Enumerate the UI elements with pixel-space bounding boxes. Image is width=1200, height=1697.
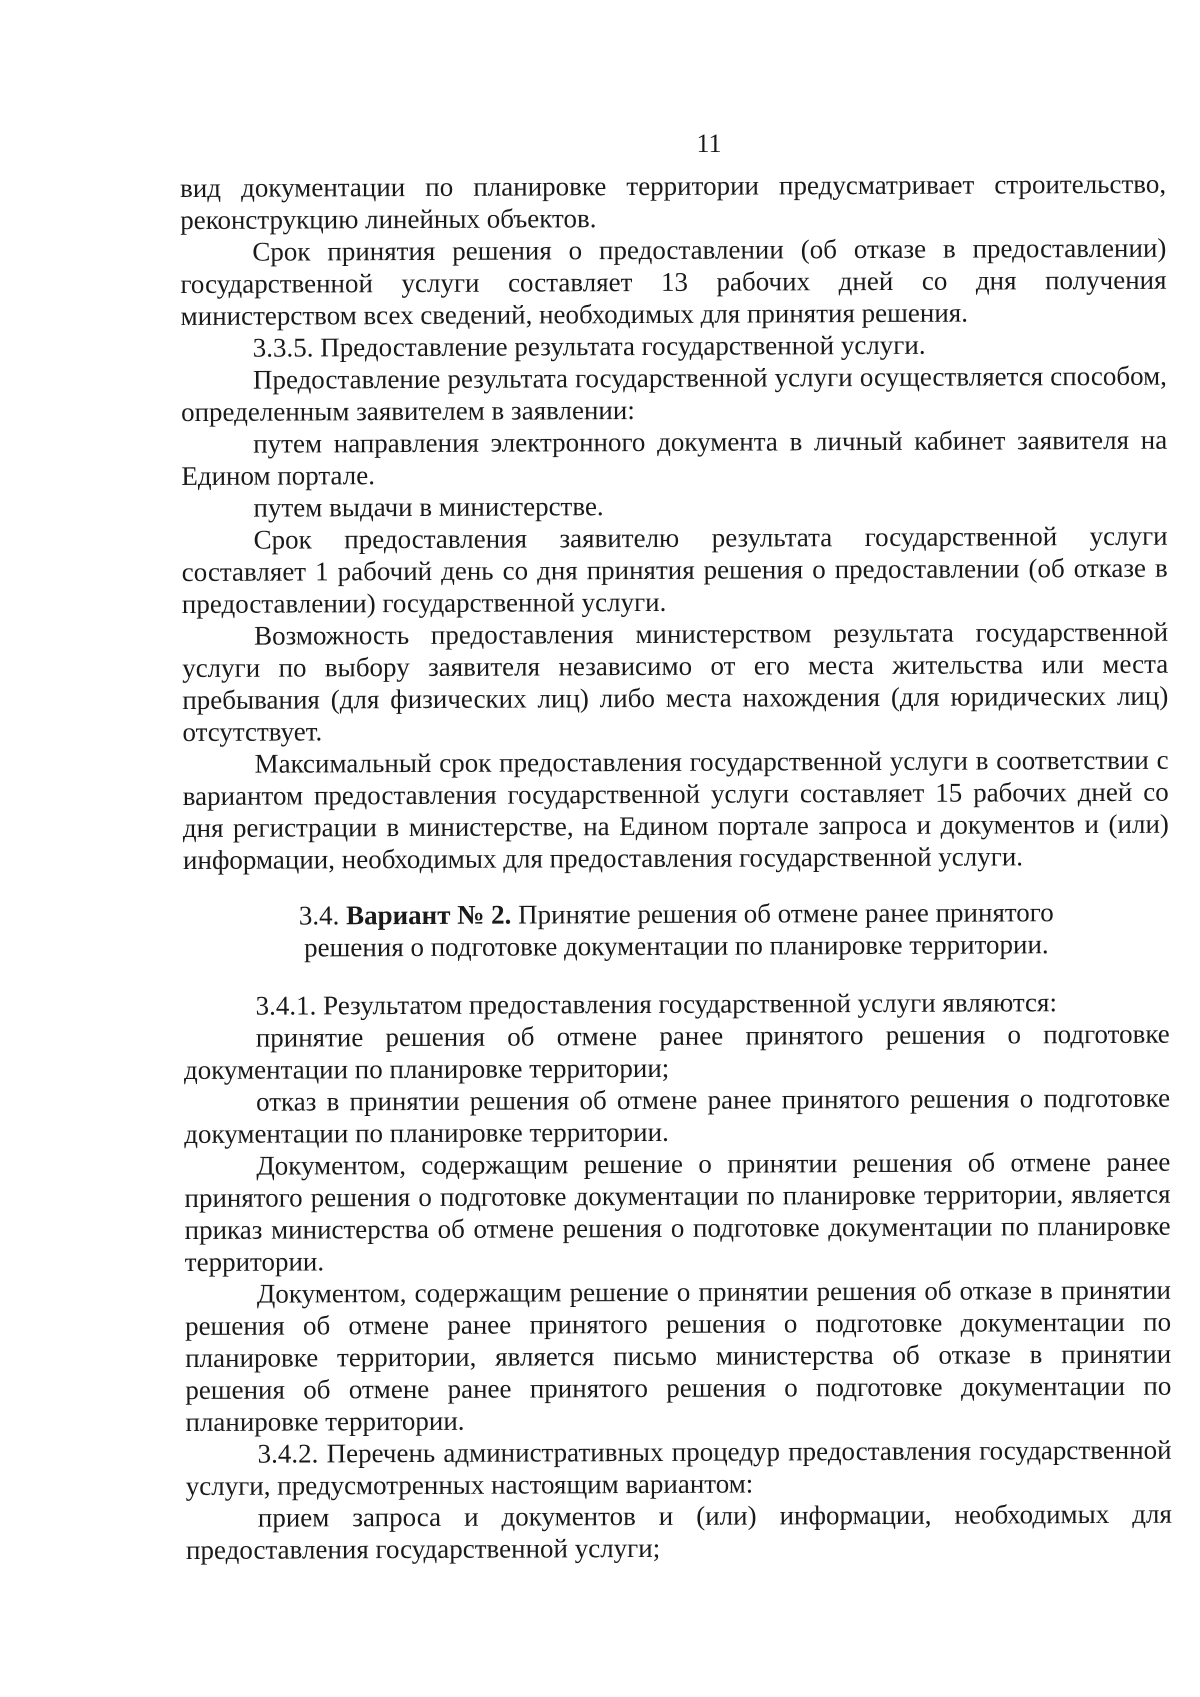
section-heading-text: Принятие решения об отмене ранее принятого решения о подготовке документации по планировке территории.	[304, 897, 1054, 963]
paragraph: Документом, содержащим решение о принятии решения об отмене ранее принятого решения о подготовке документации по планировке территории, является приказ министерства об отмене решения о подготовке документации по планировке территории.	[184, 1146, 1171, 1277]
subsection-title: 3.4.2. Перечень административных процедур предоставления государственной услуги, предусмотренных настоящим вариантом:	[185, 1434, 1172, 1501]
paragraph: Возможность предоставления министерством результата государственной услуги по выбору заявителя независимо от его места жительства или места пребывания (для физических лиц) либо места нахождения (для юридических лиц) отсутствует.	[182, 616, 1169, 747]
paragraph: Срок предоставления заявителю результата государственной услуги составляет 1 рабочий день со дня принятия решения о предоставлении (об отказе в предоставлении) государственной услуги.	[181, 520, 1168, 619]
paragraph: Срок принятия решения о предоставлении (об отказе в предоставлении) государственной услуги составляет 13 рабочих дней со дня получения министерством всех сведений, необходимых для принятия решения.	[180, 232, 1167, 331]
paragraph: Максимальный срок предоставления государственной услуги в соответствии с вариантом предоставления государственной услуги составляет 15 рабочих дней со дня регистрации в министерстве, на Едином портале запроса и документов и (или) информации, необходимых для предоставления государственной услуги.	[182, 744, 1169, 875]
document-body	[180, 168, 1172, 1566]
list-item: путем выдачи в министерстве.	[253, 491, 604, 523]
subsection-title: 3.4.1. Результатом предоставления государственной услуги являются:	[255, 987, 1057, 1021]
section-heading	[183, 896, 1169, 964]
paragraph: вид документации по планировке территории предусматривает строительство, реконструкцию линейных объектов.	[180, 168, 1167, 235]
section-number: 3.4.	[298, 900, 340, 931]
page-number: 11	[696, 129, 722, 158]
variant-label: Вариант № 2.	[345, 899, 512, 931]
list-item: отказ в принятии решения об отмене ранее принятого решения о подготовке документации по планировке территории.	[184, 1082, 1171, 1149]
paragraph: Документом, содержащим решение о принятии решения об отказе в принятии решения об отмене ранее принятого решения о подготовке документации по планировке территории, является письмо министерства об отказе в принятии решения об отмене ранее принятого решения о подготовке документации по планировке территории.	[184, 1274, 1172, 1437]
subsection-title: 3.3.5. Предоставление результата государственной услуги.	[252, 329, 926, 363]
paragraph: Предоставление результата государственной услуги осуществляется способом, определенным заявителем в заявлении:	[180, 360, 1167, 427]
list-item: прием запроса и документов и (или) информации, необходимых для предоставления государственной услуги;	[185, 1498, 1172, 1565]
list-item: принятие решения об отмене ранее принятого решения о подготовке документации по планировке территории;	[183, 1018, 1170, 1085]
list-item: путем направления электронного документа в личный кабинет заявителя на Едином портале.	[181, 424, 1168, 491]
